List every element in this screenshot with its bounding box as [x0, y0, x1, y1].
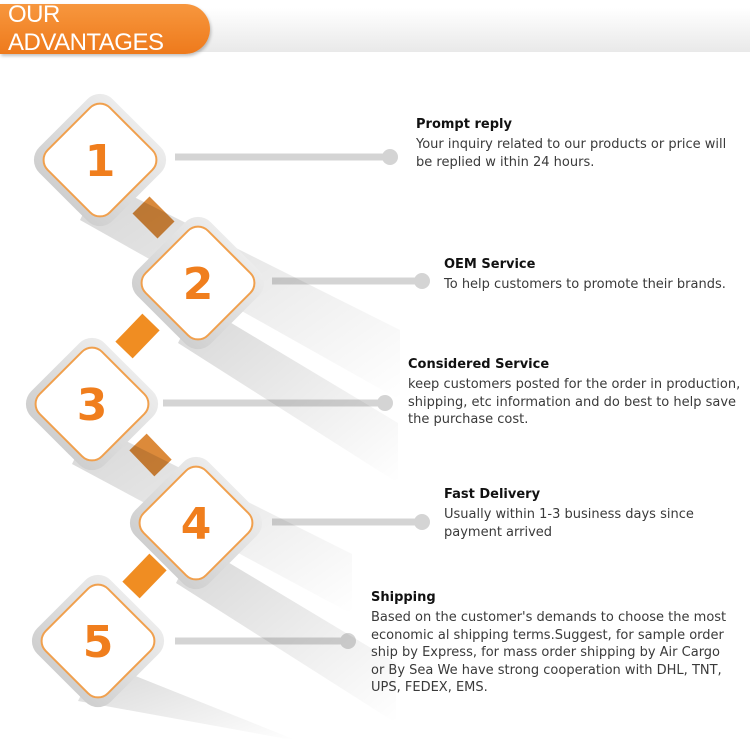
step-5-number: 5	[82, 617, 114, 668]
step-4-title: Fast Delivery	[444, 487, 541, 502]
step-1-info	[416, 117, 736, 171]
connector-2-3	[124, 322, 151, 350]
step-5-line-5: UPS, FEDEX, EMS.	[371, 680, 488, 695]
step-5-line-4: or By Sea We have strong cooperation with DHL, TNT,	[371, 662, 722, 678]
step-1-title: Prompt reply	[416, 117, 512, 132]
step-2-info	[444, 257, 744, 294]
step-4-info	[444, 487, 744, 541]
step-3-line-2: shipping, etc information and do best to help save	[408, 394, 737, 410]
step-4-diamond	[122, 449, 396, 723]
step-4-number: 4	[180, 499, 212, 550]
step-5-line-1: Based on the customer's demands to choose the most	[371, 610, 727, 625]
step-3-line-1: keep customers posted for the order in production,	[408, 377, 741, 392]
step-5-title: Shipping	[371, 590, 436, 605]
pointer-line-1	[175, 149, 398, 165]
step-1-line-1: Your inquiry related to our products or price will	[416, 137, 727, 152]
step-3-info	[408, 357, 743, 429]
step-5-info	[371, 590, 743, 697]
step-5-line-3: ship by Express, for mass order shipping by Air Cargo	[371, 645, 721, 660]
step-1-line-2: be replied w ithin 24 hours.	[416, 154, 595, 170]
step-3-number: 3	[76, 380, 108, 431]
step-4-line-1: Usually within 1-3 business days since	[444, 507, 694, 522]
step-2-line-1: To help customers to promote their brands.	[444, 277, 726, 292]
step-2-title: OEM Service	[444, 257, 536, 272]
step-4-line-2: payment arrived	[444, 524, 553, 540]
step-3-line-3: the purchase cost.	[408, 412, 529, 427]
step-5-line-2: economic al shipping terms.Suggest, for sample order	[371, 627, 724, 643]
connector-4-5	[131, 562, 158, 590]
step-2-number: 2	[182, 259, 214, 310]
page-title: OUR ADVANTAGES	[8, 1, 164, 56]
step-3-title: Considered Service	[408, 357, 550, 372]
step-1-number: 1	[84, 136, 116, 187]
